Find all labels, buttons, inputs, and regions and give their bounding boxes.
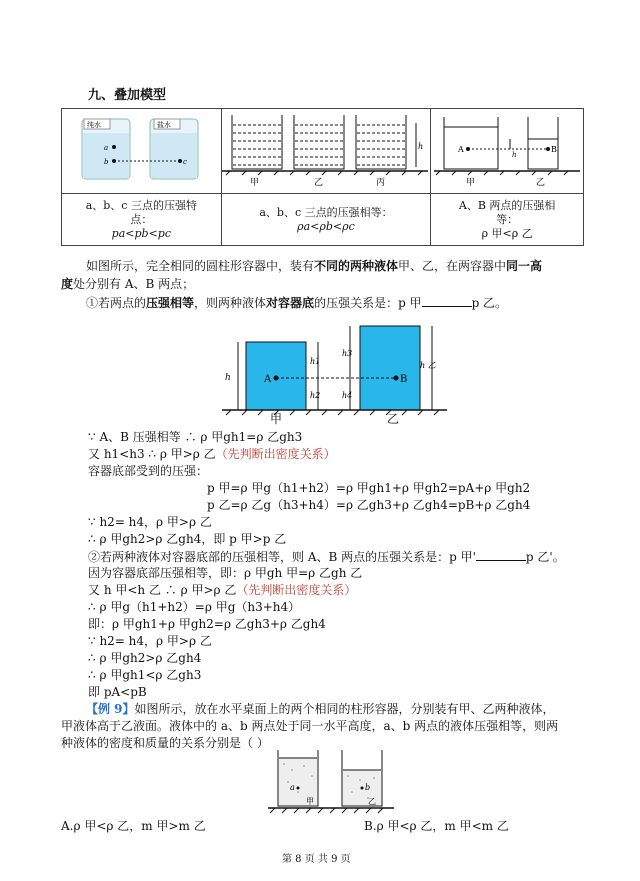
cell1-line2: 点： bbox=[130, 212, 153, 226]
point-A: A bbox=[264, 374, 272, 385]
point-B: B bbox=[400, 374, 408, 385]
cell-ab-equal bbox=[431, 194, 584, 246]
label-h1: h1 bbox=[310, 357, 321, 366]
ex-pt-a: a bbox=[290, 783, 295, 792]
deriv-2: 容器底部受到的压强： bbox=[88, 464, 209, 478]
note-red-2: （先判断出密度关系） bbox=[236, 583, 357, 597]
example-line3: 种液体的密度和质量的关系分别是（ ） bbox=[61, 736, 269, 750]
deriv-0: ∵ A、B 压强相等 ∴ ρ 甲gh1=ρ 乙gh3 bbox=[88, 430, 303, 444]
diagram-label-jia: 甲 bbox=[270, 412, 283, 426]
diagram-label-yi: 乙 bbox=[387, 412, 400, 426]
deriv-6: ∴ ρ 甲gh2>ρ 乙gh4，即 p 甲>p 乙 bbox=[88, 532, 287, 546]
label-A: A bbox=[457, 145, 464, 154]
ex-pt-b: b bbox=[365, 783, 371, 792]
cell3-line1: A、B 两点的压强相 bbox=[458, 198, 556, 212]
label-B: B bbox=[550, 145, 557, 154]
deriv-7: ②若两种液体对容器底部的压强相等，则 A、B 两点的压强关系是：p 甲' p 乙'。 bbox=[88, 550, 565, 564]
ex-label-yi: 乙 bbox=[368, 797, 376, 806]
figure-cell-beakers bbox=[62, 109, 222, 194]
cell3-line3: ρ 甲<ρ 乙 bbox=[481, 226, 533, 240]
figure-cell-three-containers bbox=[221, 109, 431, 194]
comparison-table bbox=[61, 108, 584, 246]
deriv-10: 又 h 甲<h 乙 ∴ ρ 甲>ρ 乙（先判断出密度关系） bbox=[88, 583, 357, 597]
note-red-1: （先判断出密度关系） bbox=[215, 447, 336, 461]
deriv-16: 即 pA<pB bbox=[88, 685, 147, 699]
label-salt-water: 盐水 bbox=[157, 121, 172, 129]
deriv-15: ∴ ρ 甲gh1<ρ 乙gh3 bbox=[88, 668, 202, 682]
option-a: A.ρ 甲<ρ 乙，m 甲>m 乙 bbox=[61, 819, 206, 833]
figure-cell-two-containers bbox=[431, 109, 584, 194]
pt-a: a bbox=[104, 144, 109, 152]
deriv-9: 因为容器底部压强相等，即：ρ 甲gh 甲=ρ 乙gh 乙 bbox=[88, 566, 363, 580]
label-jia-3: 甲 bbox=[465, 178, 475, 188]
example-line2: 甲液体高于乙液面。液体中的 a、b 两点处于同一水平高度，a、b 两点的液体压强相等，则两 bbox=[61, 719, 559, 733]
three-containers-figure bbox=[222, 109, 430, 189]
two-cylinder-diagram bbox=[222, 318, 452, 424]
deriv-11: ∴ ρ 甲g（h1+h2）=ρ 甲g（h3+h4） bbox=[88, 600, 301, 614]
deriv-13: ∵ h2= h4，ρ 甲>ρ 乙 bbox=[88, 634, 212, 648]
pt-c: c bbox=[183, 158, 188, 166]
label-yi: 乙 bbox=[313, 178, 323, 188]
deriv-12: 即：ρ 甲gh1+ρ 甲gh2=ρ 乙gh3+ρ 乙gh4 bbox=[88, 617, 326, 631]
deriv-3: p 甲=ρ 甲g（h1+h2）=ρ 甲gh1+ρ 甲gh2=pA+ρ 甲gh2 bbox=[207, 481, 531, 495]
two-containers-figure bbox=[432, 109, 583, 189]
label-h3: h bbox=[511, 151, 517, 159]
option-b: B.ρ 甲<ρ 乙，m 甲<m 乙 bbox=[364, 819, 509, 833]
label-h-main: h bbox=[225, 373, 231, 383]
para1-line3: ①若两点的压强相等，则两种液体对容器底的压强关系是：p 甲 p 乙。 bbox=[86, 296, 508, 310]
deriv-1: 又 h1<h3 ∴ ρ 甲>ρ 乙（先判断出密度关系） bbox=[88, 447, 336, 461]
beakers-figure bbox=[62, 109, 220, 189]
cell2-line1: a、b、c 三点的压强相等： bbox=[259, 205, 393, 219]
pt-b: b bbox=[104, 158, 109, 166]
label-jia: 甲 bbox=[249, 178, 259, 188]
deriv-4: p 乙=ρ 乙g（h3+h4）=ρ 乙gh3+ρ 乙gh4=pB+ρ 乙gh4 bbox=[207, 498, 531, 512]
cell1-line3: pa<pb<pc bbox=[111, 226, 171, 240]
cell1-line1: a、b、c 三点的压强特 bbox=[85, 198, 197, 212]
cell-abc-equal bbox=[221, 194, 431, 246]
example-line1: 【例 9】如图所示，放在水平桌面上的两个相同的柱形容器，分别装有甲、乙两种液体， bbox=[86, 702, 555, 716]
section-title: 九、叠加模型 bbox=[88, 88, 167, 103]
para1-line2: 度处分别有 A、B 两点； bbox=[61, 277, 195, 291]
label-yi-3: 乙 bbox=[535, 178, 545, 188]
label-h3-main: h3 bbox=[342, 349, 353, 358]
label-bing: 丙 bbox=[375, 178, 385, 188]
ex-label-jia: 甲 bbox=[306, 797, 314, 806]
example-figure bbox=[268, 748, 398, 818]
cell2-line2: ρa<ρb<ρc bbox=[297, 219, 355, 233]
page-footer: 第 8 页 共 9 页 bbox=[282, 854, 351, 865]
example-tag: 【例 9】 bbox=[86, 702, 135, 716]
cell-abc-pressure bbox=[62, 194, 222, 246]
para1-line1: 如图所示，完全相同的圆柱形容器中，装有不同的两种液体甲、乙，在两容器中同一高 bbox=[86, 259, 543, 273]
deriv-5: ∵ h2= h4，ρ 甲>ρ 乙 bbox=[88, 515, 212, 529]
label-h2: h2 bbox=[310, 391, 321, 400]
cell3-line2: 等： bbox=[496, 212, 519, 226]
label-h: h bbox=[417, 142, 424, 151]
label-h-yi: h 乙 bbox=[420, 361, 436, 370]
deriv-14: ∴ ρ 甲gh2>ρ 乙gh4 bbox=[88, 651, 202, 665]
label-pure-water: 纯水 bbox=[87, 121, 102, 129]
label-h4: h4 bbox=[342, 391, 353, 400]
